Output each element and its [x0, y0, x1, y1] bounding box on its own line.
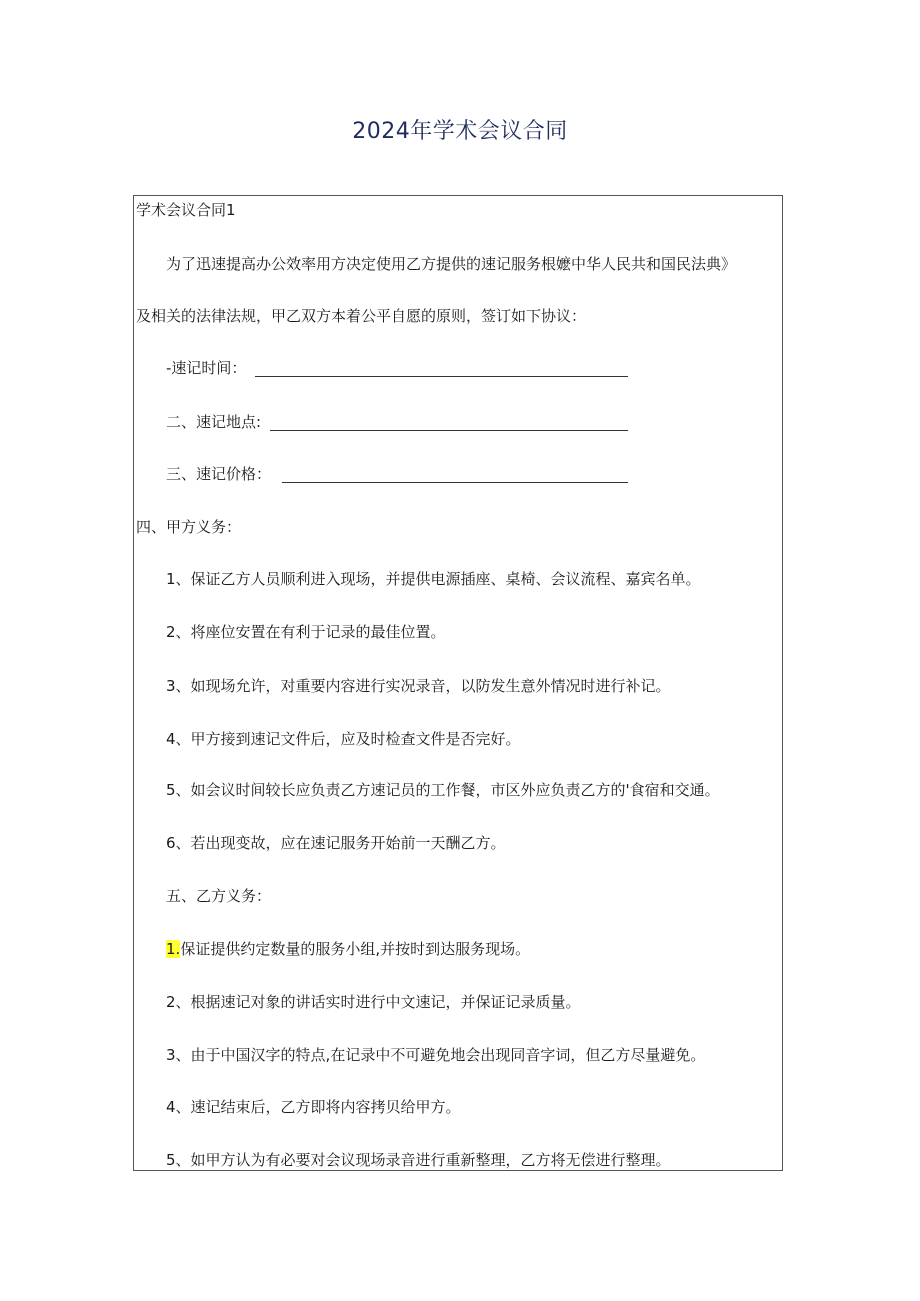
party-a-item-2: 2、将座位安置在有利于记录的最佳位置。 [166, 623, 446, 641]
party-b-item-1-text: 保证提供约定数量的服务小组,并按时到达服务现场。 [180, 940, 531, 958]
party-a-item-6: 6、若出现变故，应在速记服务开始前一天酬乙方。 [166, 834, 506, 852]
document-title: 2024年学术会议合同 [352, 119, 568, 144]
party-a-item-1: 1、保证乙方人员顺利进入现场，并提供电源插座、桌椅、会议流程、嘉宾名单。 [166, 570, 701, 588]
field-price-label: 三、速记价格： [166, 465, 272, 483]
field-time [166, 357, 246, 379]
field-place-blank [270, 416, 628, 431]
party-b-item-3: 3、由于中国汉字的特点,在记录中不可避免地会出现同音字词，但乙方尽量避免。 [166, 1046, 706, 1064]
contract-heading: 学术会议合同1 [136, 201, 236, 219]
party-b-item-1 [166, 938, 530, 960]
field-price-blank [282, 468, 628, 483]
field-place-label: 二、速记地点: [166, 413, 262, 431]
intro-paragraph-line-1: 为了迅速提高办公效率用方决定使用乙方提供的速记服务根嬷中华人民共和国民法典》 [166, 255, 737, 273]
party-a-item-4: 4、甲方接到速记文件后，应及时检查文件是否完好。 [166, 730, 521, 748]
party-b-item-2: 2、根据速记对象的讲话实时进行中文速记，并保证记录质量。 [166, 993, 581, 1011]
field-price [166, 463, 271, 485]
party-a-item-3: 3、如现场允许，对重要内容进行实况录音，以防发生意外情况时进行补记。 [166, 677, 671, 695]
field-time-blank [255, 362, 628, 377]
party-a-item-5: 5、如会议时间较长应负责乙方速记员的工作餐，市区外应负责乙方的'食宿和交通。 [166, 781, 720, 799]
party-b-item-4: 4、速记结束后，乙方即将内容拷贝给甲方。 [166, 1098, 461, 1116]
party-b-heading: 五、乙方义务： [166, 887, 272, 905]
party-b-item-5: 5、如甲方认为有必要对会议现场录音进行重新整理，乙方将无偿进行整理。 [166, 1151, 671, 1169]
intro-paragraph-line-2: 及相关的法律法规，甲乙双方本着公平自愿的原则，签订如下协议： [136, 307, 587, 325]
field-place [166, 411, 261, 433]
party-b-item-1-number: 1. [166, 940, 181, 958]
party-a-heading: 四、甲方义务： [136, 518, 242, 536]
field-time-label: -速记时间： [166, 359, 247, 377]
